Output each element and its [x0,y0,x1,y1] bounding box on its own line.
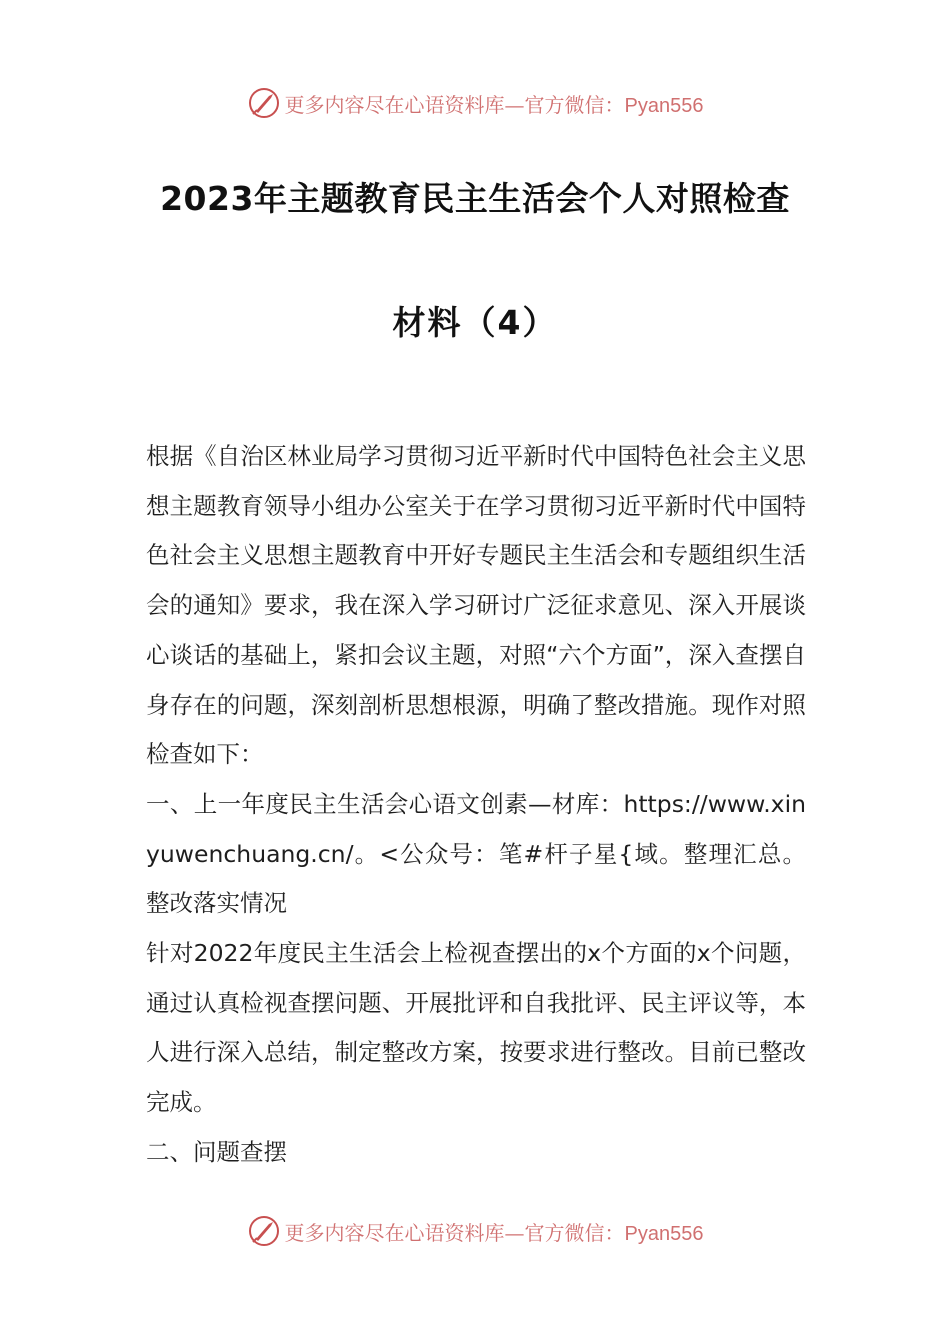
quill-logo-icon [247,1214,281,1248]
paragraph-section-1-heading: 一、上一年度民主生活会心语文创素—材库：https://www.xinyuwenchuang.cn/。<公众号：笔#杆子星{域。整理汇总。整改落实情况 [146,789,806,918]
paragraph-section-1-body: 针对2022年度民主生活会上检视查摆出的x个方面的x个问题，通过认真检视查摆问题、开展批评和自我批评、民主评议等，本人进行深入总结，制定整改方案，按要求进行整改。目前已整改完成。 [146,939,806,1117]
paragraph-section-2-heading: 二、问题查摆 [146,1137,287,1166]
document-body [146,432,806,1178]
watermark-text: 更多内容尽在心语资料库—官方微信：Pyan556 [284,1220,704,1245]
watermark-banner-bottom [0,1211,950,1251]
watermark-banner-top [0,83,950,123]
watermark-text: 更多内容尽在心语资料库—官方微信：Pyan556 [284,92,704,117]
document-title-line-2: 材料（4） [392,303,558,342]
document-title-line-1: 2023年主题教育民主生活会个人对照检查 [160,179,790,218]
quill-logo-icon [247,86,281,120]
wechat-id: Pyan556 [624,94,704,117]
paragraph-intro: 根据《自治区林业局学习贯彻习近平新时代中国特色社会主义思想主题教育领导小组办公室关于在学习贯彻习近平新时代中国特色社会主义思想主题教育中开好专题民主生活会和专题组织生活会的通知》要求，我在深入学习研讨广泛征求意见、深入开展谈心谈话的基础上，紧扣会议主题，对照“六个方面”，深入查摆自身存在的问题，深刻剖析思想根源，明确了整改措施。现作对照检查如下： [146,442,806,769]
wechat-id: Pyan556 [624,1222,704,1245]
